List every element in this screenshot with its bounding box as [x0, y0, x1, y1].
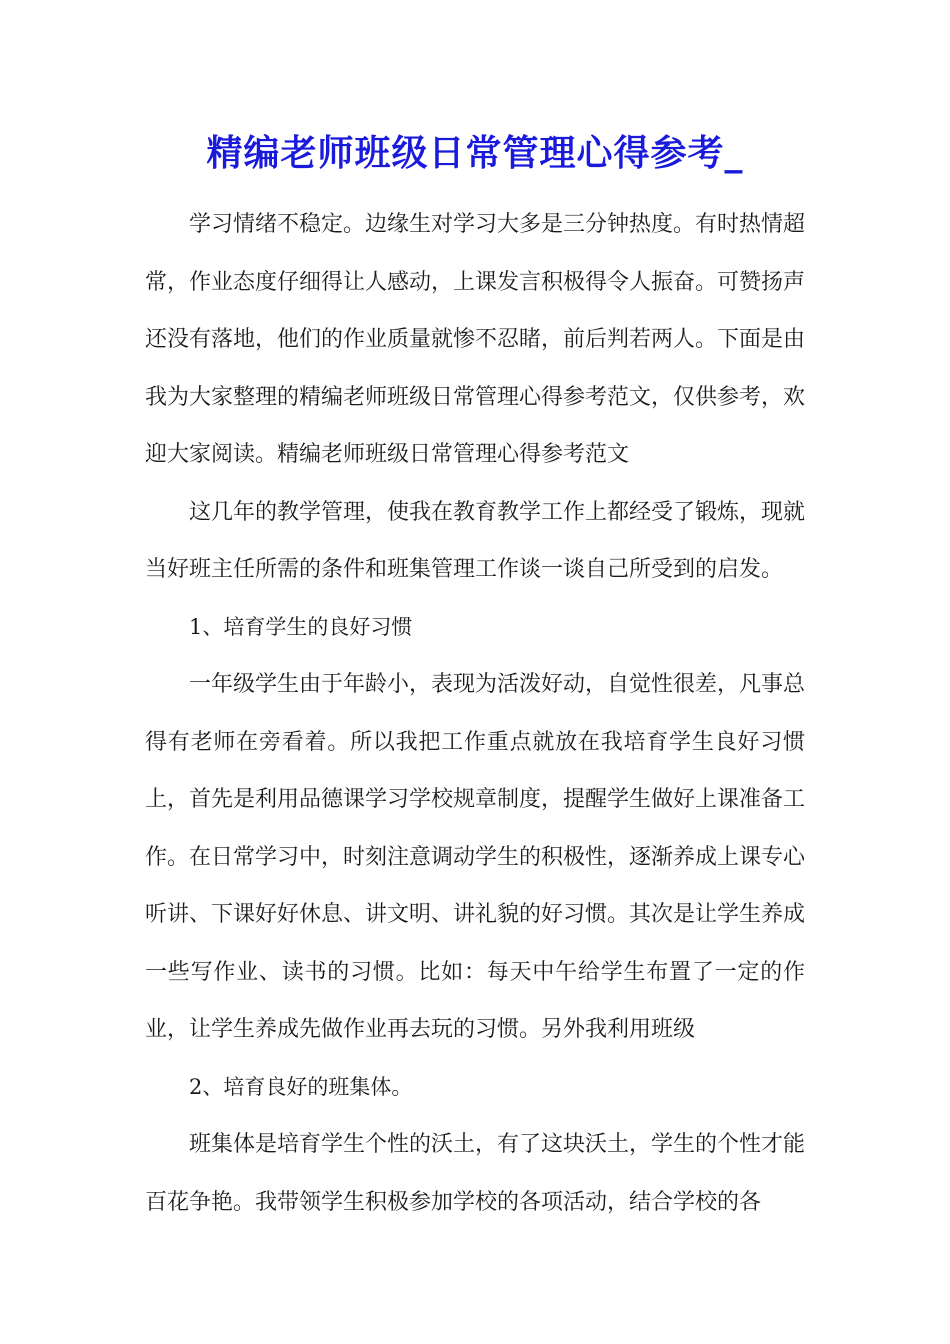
paragraph: 学习情绪不稳定。边缘生对学习大多是三分钟热度。有时热情超常，作业态度仔细得让人感动，上课发言积极得令人振奋。可赞扬声还没有落地，他们的作业质量就惨不忍睹，前后判若两人。下面是由我为大家整理的精编老师班级日常管理心得参考范文，仅供参考，欢迎大家阅读。精编老师班级日常管理心得参考范文	[145, 212, 806, 467]
paragraph: 这几年的教学管理，使我在教育教学工作上都经受了锻炼，现就当好班主任所需的条件和班集管理工作谈一谈自己所受到的启发。	[145, 499, 806, 582]
document-body	[145, 196, 805, 1231]
section-heading: 2、培育良好的班集体。	[189, 1074, 413, 1099]
paragraph: 班集体是培育学生个性的沃土，有了这块沃土，学生的个性才能百花争艳。我带领学生积极参加学校的各项活动，结合学校的各	[145, 1132, 806, 1215]
section-heading: 1、培育学生的良好习惯	[189, 614, 413, 639]
document-title: 精编老师班级日常管理心得参考_	[206, 132, 744, 174]
paragraph: 一年级学生由于年龄小，表现为活泼好动，自觉性很差，凡事总得有老师在旁看着。所以我把工作重点就放在我培育学生良好习惯上，首先是利用品德课学习学校规章制度，提醒学生做好上课准备工作。在日常学习中，时刻注意调动学生的积极性，逐渐养成上课专心听讲、下课好好休息、讲文明、讲礼貌的好习惯。其次是让学生养成一些写作业、读书的习惯。比如：每天中午给学生布置了一定的作业，让学生养成先做作业再去玩的习惯。另外我利用班级	[145, 672, 806, 1042]
